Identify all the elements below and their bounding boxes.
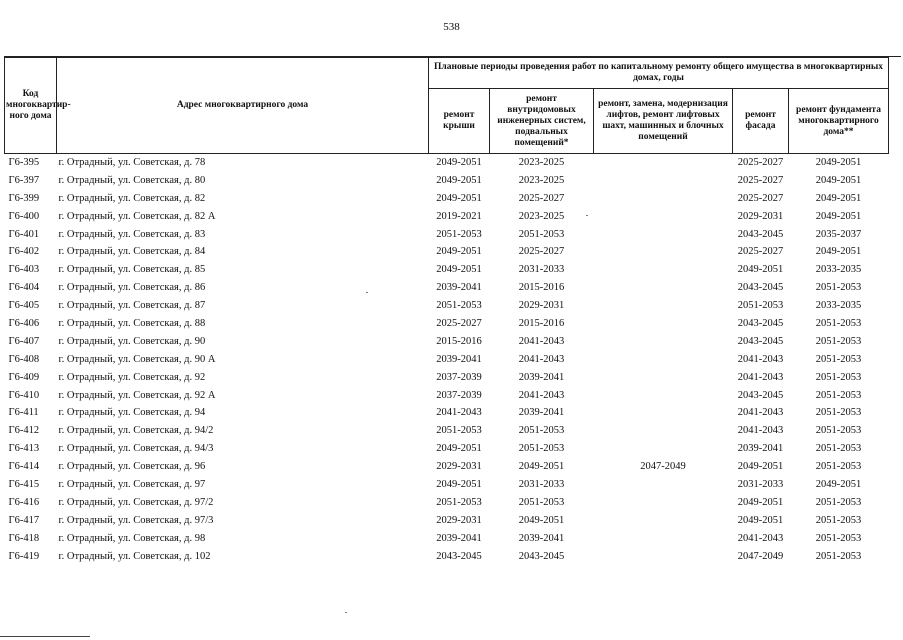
cell-address: г. Отрадный, ул. Советская, д. 90	[58, 335, 206, 347]
cell-address: г. Отрадный, ул. Советская, д. 97	[58, 478, 206, 490]
cell-address: г. Отрадный, ул. Советская, д. 88	[58, 317, 206, 329]
cell-engineering: 2015-2016	[518, 317, 565, 329]
cell-code: Г6-417	[8, 514, 40, 526]
cell-foundation: 2033-2035	[815, 300, 862, 312]
cell-foundation: 2049-2051	[815, 210, 862, 222]
table-row	[5, 512, 889, 530]
cell-facade: 2031-2033	[737, 478, 784, 490]
cell-elevators	[594, 243, 733, 261]
table-row	[5, 208, 889, 226]
table-row	[5, 476, 889, 494]
cell-code: Г6-397	[8, 174, 40, 186]
cell-foundation: 2051-2053	[815, 550, 862, 562]
cell-code: Г6-395	[8, 156, 40, 168]
cell-code: Г6-403	[8, 264, 40, 276]
cell-code: Г6-419	[8, 550, 40, 562]
cell-address: г. Отрадный, ул. Советская, д. 96	[58, 461, 206, 473]
cell-foundation: 2049-2051	[815, 246, 862, 258]
cell-engineering: 2051-2053	[518, 228, 565, 240]
cell-roof: 2025-2027	[436, 317, 482, 329]
cell-elevators	[594, 351, 733, 369]
cell-elevators	[594, 404, 733, 422]
cell-engineering: 2029-2031	[518, 300, 565, 312]
page-number: 538	[443, 21, 460, 33]
cell-engineering: 2041-2043	[518, 353, 565, 365]
table-row	[5, 261, 889, 279]
cell-elevators	[594, 172, 733, 190]
cell-engineering: 2025-2027	[518, 246, 565, 258]
table-row	[5, 530, 889, 548]
cell-elevators	[594, 315, 733, 333]
cell-facade: 2041-2043	[737, 407, 784, 419]
header-roof: ремонт крыши	[429, 89, 490, 154]
table-row	[5, 243, 889, 261]
cell-facade: 2039-2041	[737, 443, 784, 455]
cell-address: г. Отрадный, ул. Советская, д. 83	[58, 228, 206, 240]
cell-code: Г6-404	[8, 282, 40, 294]
table-row	[5, 351, 889, 369]
header-periods-group: Плановые периоды проведения работ по капитальному ремонту общего имущества в многоквартирных домах, годы	[429, 58, 889, 89]
table-header	[5, 58, 889, 154]
cell-code: Г6-413	[8, 443, 40, 455]
cell-code: Г6-411	[8, 407, 39, 419]
cell-roof: 2051-2053	[436, 300, 482, 312]
cell-code: Г6-405	[8, 300, 40, 312]
cell-foundation: 2051-2053	[815, 282, 862, 294]
header-engineering: ремонт внутридомовых инженерных систем, подвальных помещений*	[490, 89, 594, 154]
cell-elevators	[594, 226, 733, 244]
cell-roof: 2037-2039	[436, 371, 482, 383]
cell-engineering: 2041-2043	[518, 389, 565, 401]
cell-foundation: 2049-2051	[815, 478, 862, 490]
cell-engineering: 2051-2053	[518, 425, 565, 437]
cell-address: г. Отрадный, ул. Советская, д. 82	[58, 192, 206, 204]
cell-roof: 2015-2016	[436, 335, 482, 347]
cell-facade: 2025-2027	[737, 174, 784, 186]
table-row	[5, 279, 889, 297]
cell-elevators	[594, 422, 733, 440]
cell-engineering: 2039-2041	[518, 407, 565, 419]
cell-roof: 2051-2053	[436, 228, 482, 240]
cell-code: Г6-406	[8, 317, 40, 329]
cell-facade: 2041-2043	[737, 371, 784, 383]
cell-roof: 2051-2053	[436, 425, 482, 437]
header-address: Адрес многоквартирного дома	[57, 58, 429, 154]
cell-engineering: 2039-2041	[518, 371, 565, 383]
header-elevators: ремонт, замена, модернизация лифтов, ремонт лифтовых шахт, машинных и блочных помещений	[594, 89, 733, 154]
header-code: Код многоквартир-ного дома	[5, 58, 57, 154]
cell-roof: 2051-2053	[436, 496, 482, 508]
cell-elevators	[594, 261, 733, 279]
cell-address: г. Отрадный, ул. Советская, д. 85	[58, 264, 206, 276]
cell-code: Г6-415	[8, 478, 40, 490]
cell-code: Г6-416	[8, 496, 40, 508]
cell-roof: 2043-2045	[436, 550, 482, 562]
cell-foundation: 2051-2053	[815, 407, 862, 419]
bottom-rule	[0, 636, 90, 637]
cell-address: г. Отрадный, ул. Советская, д. 80	[58, 174, 206, 186]
cell-engineering: 2039-2041	[518, 532, 565, 544]
cell-elevators	[594, 279, 733, 297]
cell-code: Г6-399	[8, 192, 40, 204]
cell-elevators	[594, 494, 733, 512]
cell-address: г. Отрадный, ул. Советская, д. 92	[58, 371, 206, 383]
cell-engineering: 2031-2033	[518, 264, 565, 276]
cell-facade: 2025-2027	[737, 246, 784, 258]
table-body	[5, 154, 889, 566]
cell-elevators	[594, 208, 733, 226]
cell-foundation: 2051-2053	[815, 317, 862, 329]
cell-code: Г6-402	[8, 246, 40, 258]
cell-code: Г6-412	[8, 425, 40, 437]
cell-roof: 2019-2021	[436, 210, 482, 222]
cell-code: Г6-401	[8, 228, 40, 240]
cell-engineering: 2051-2053	[518, 496, 565, 508]
cell-facade: 2043-2045	[737, 335, 784, 347]
cell-engineering: 2051-2053	[518, 443, 565, 455]
cell-code: Г6-410	[8, 389, 40, 401]
cell-code: Г6-408	[8, 353, 40, 365]
cell-facade: 2041-2043	[737, 353, 784, 365]
cell-engineering: 2015-2016	[518, 282, 565, 294]
cell-facade: 2051-2053	[737, 300, 784, 312]
cell-facade: 2049-2051	[737, 496, 784, 508]
cell-roof: 2049-2051	[436, 192, 482, 204]
cell-elevators	[594, 440, 733, 458]
table-row	[5, 387, 889, 405]
table-row	[5, 422, 889, 440]
cell-foundation: 2051-2053	[815, 389, 862, 401]
cell-elevators	[594, 387, 733, 405]
cell-facade: 2041-2043	[737, 425, 784, 437]
cell-address: г. Отрадный, ул. Советская, д. 94	[58, 407, 206, 419]
cell-code: Г6-400	[8, 210, 40, 222]
scan-speck	[345, 612, 347, 613]
cell-address: г. Отрадный, ул. Советская, д. 86	[58, 282, 206, 294]
cell-foundation: 2049-2051	[815, 156, 862, 168]
cell-facade: 2043-2045	[737, 282, 784, 294]
cell-code: Г6-414	[8, 461, 40, 473]
cell-elevators	[594, 190, 733, 208]
cell-code: Г6-409	[8, 371, 40, 383]
cell-engineering: 2041-2043	[518, 335, 565, 347]
cell-elevators	[594, 297, 733, 315]
cell-foundation: 2049-2051	[815, 174, 862, 186]
cell-roof: 2041-2043	[436, 407, 482, 419]
cell-address: г. Отрадный, ул. Советская, д. 78	[58, 156, 206, 168]
table-row	[5, 369, 889, 387]
cell-address: г. Отрадный, ул. Советская, д. 82 А	[58, 210, 216, 222]
cell-foundation: 2035-2037	[815, 228, 862, 240]
cell-facade: 2047-2049	[737, 550, 784, 562]
cell-roof: 2039-2041	[436, 353, 482, 365]
cell-engineering: 2023-2025	[518, 210, 565, 222]
cell-roof: 2049-2051	[436, 443, 482, 455]
cell-elevators	[594, 333, 733, 351]
cell-foundation: 2051-2053	[815, 496, 862, 508]
table-row	[5, 548, 889, 566]
cell-roof: 2029-2031	[436, 461, 482, 473]
cell-foundation: 2049-2051	[815, 192, 862, 204]
table-row	[5, 458, 889, 476]
cell-address: г. Отрадный, ул. Советская, д. 97/3	[58, 514, 214, 526]
cell-elevators	[594, 154, 733, 172]
scan-speck	[366, 292, 368, 293]
repair-schedule-table	[4, 57, 889, 565]
scan-speck	[586, 215, 588, 216]
cell-foundation: 2051-2053	[815, 425, 862, 437]
cell-facade: 2049-2051	[737, 514, 784, 526]
cell-engineering: 2025-2027	[518, 192, 565, 204]
cell-code: Г6-407	[8, 335, 40, 347]
cell-facade: 2043-2045	[737, 317, 784, 329]
cell-engineering: 2049-2051	[518, 461, 565, 473]
cell-elevators	[594, 369, 733, 387]
cell-roof: 2049-2051	[436, 264, 482, 276]
cell-facade: 2025-2027	[737, 192, 784, 204]
cell-roof: 2039-2041	[436, 532, 482, 544]
table-row	[5, 154, 889, 172]
cell-engineering: 2023-2025	[518, 156, 565, 168]
cell-facade: 2049-2051	[737, 461, 784, 473]
table-row	[5, 440, 889, 458]
cell-roof: 2049-2051	[436, 246, 482, 258]
cell-address: г. Отрадный, ул. Советская, д. 97/2	[58, 496, 214, 508]
cell-address: г. Отрадный, ул. Советская, д. 92 А	[58, 389, 216, 401]
cell-engineering: 2031-2033	[518, 478, 565, 490]
cell-foundation: 2051-2053	[815, 353, 862, 365]
cell-engineering: 2043-2045	[518, 550, 565, 562]
cell-foundation: 2051-2053	[815, 532, 862, 544]
cell-foundation: 2033-2035	[815, 264, 862, 276]
cell-foundation: 2051-2053	[815, 461, 862, 473]
header-facade: ремонт фасада	[733, 89, 789, 154]
table-row	[5, 172, 889, 190]
cell-address: г. Отрадный, ул. Советская, д. 98	[58, 532, 206, 544]
cell-foundation: 2051-2053	[815, 335, 862, 347]
cell-engineering: 2049-2051	[518, 514, 565, 526]
table-row	[5, 226, 889, 244]
table-row	[5, 190, 889, 208]
cell-facade: 2043-2045	[737, 228, 784, 240]
cell-elevators: 2047-2049	[640, 461, 686, 473]
cell-address: г. Отрадный, ул. Советская, д. 90 А	[58, 353, 216, 365]
cell-address: г. Отрадный, ул. Советская, д. 84	[58, 246, 206, 258]
cell-roof: 2049-2051	[436, 174, 482, 186]
cell-roof: 2049-2051	[436, 478, 482, 490]
cell-roof: 2039-2041	[436, 282, 482, 294]
table-row	[5, 315, 889, 333]
cell-code: Г6-418	[8, 532, 40, 544]
cell-address: г. Отрадный, ул. Советская, д. 102	[58, 550, 211, 562]
table-row	[5, 494, 889, 512]
header-foundation: ремонт фундамента многоквартирного дома**	[789, 89, 889, 154]
cell-address: г. Отрадный, ул. Советская, д. 94/3	[58, 443, 214, 455]
cell-address: г. Отрадный, ул. Советская, д. 87	[58, 300, 206, 312]
cell-elevators	[594, 512, 733, 530]
cell-elevators	[594, 530, 733, 548]
cell-elevators	[594, 476, 733, 494]
cell-foundation: 2051-2053	[815, 371, 862, 383]
cell-facade: 2043-2045	[737, 389, 784, 401]
cell-roof: 2049-2051	[436, 156, 482, 168]
cell-engineering: 2023-2025	[518, 174, 565, 186]
table-row	[5, 297, 889, 315]
cell-facade: 2025-2027	[737, 156, 784, 168]
cell-address: г. Отрадный, ул. Советская, д. 94/2	[58, 425, 214, 437]
cell-elevators	[594, 548, 733, 566]
cell-facade: 2029-2031	[737, 210, 784, 222]
cell-foundation: 2051-2053	[815, 514, 862, 526]
cell-facade: 2041-2043	[737, 532, 784, 544]
cell-foundation: 2051-2053	[815, 443, 862, 455]
cell-roof: 2037-2039	[436, 389, 482, 401]
cell-roof: 2029-2031	[436, 514, 482, 526]
table-row	[5, 404, 889, 422]
table-row	[5, 333, 889, 351]
cell-facade: 2049-2051	[737, 264, 784, 276]
